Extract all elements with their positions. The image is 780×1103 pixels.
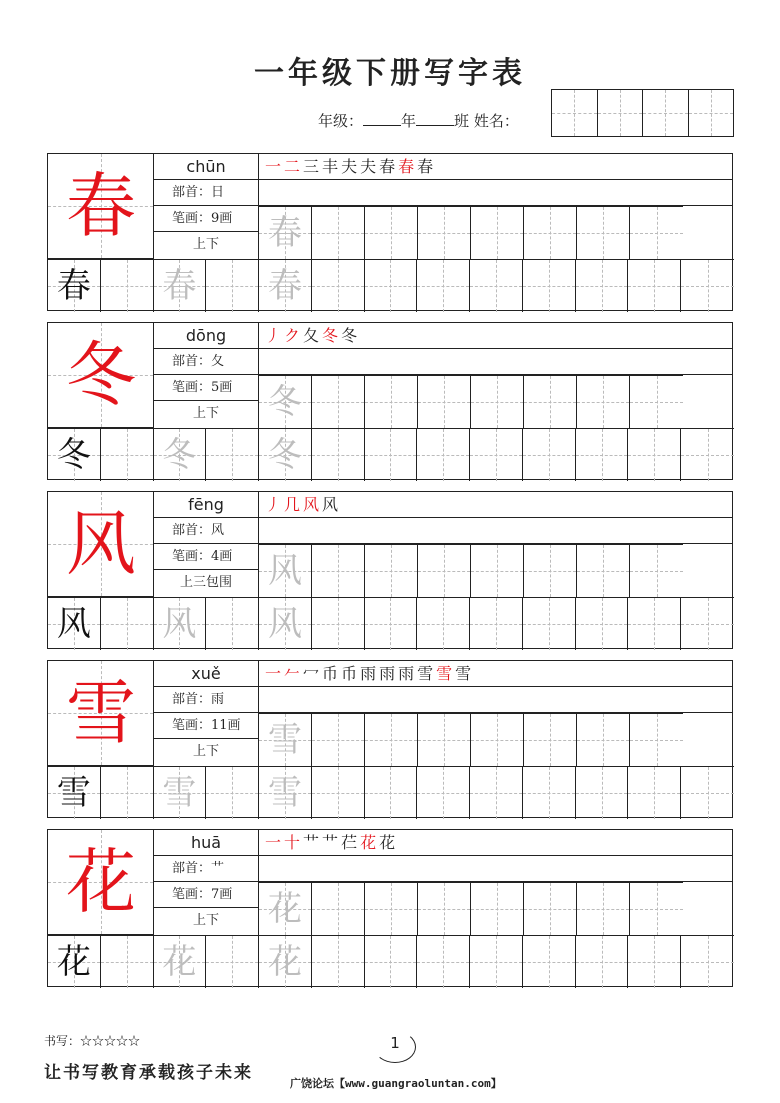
stroke-step: 三 (303, 157, 323, 176)
writing-cell[interactable] (48, 767, 101, 819)
writing-cell[interactable] (101, 429, 154, 481)
class-blank[interactable] (416, 111, 454, 126)
writing-cell[interactable] (154, 598, 207, 650)
writing-cell[interactable] (523, 429, 576, 481)
writing-cell[interactable] (206, 429, 259, 481)
writing-cell[interactable] (681, 767, 734, 819)
name-label: 姓名： (473, 112, 519, 130)
writing-cell[interactable] (101, 936, 154, 988)
writing-grid (259, 206, 683, 260)
stroke-order (259, 154, 732, 180)
page-title: 一年级下册写字表 (254, 56, 526, 91)
writing-cell[interactable] (418, 883, 471, 935)
model-character: 冬 (66, 334, 136, 416)
stroke-practice-row[interactable] (259, 180, 732, 206)
writing-cell[interactable] (206, 260, 259, 312)
stroke-practice-row[interactable] (259, 856, 732, 882)
stroke-step: 雨 (360, 664, 380, 683)
character-card (47, 829, 733, 987)
writing-cell[interactable] (681, 260, 734, 312)
name-box[interactable] (552, 90, 598, 136)
student-info-line (318, 110, 519, 131)
stroke-step: 花 (360, 833, 380, 852)
trace-character: 春 (267, 266, 302, 306)
writing-cell[interactable] (577, 714, 630, 766)
model-character: 春 (66, 165, 136, 247)
writing-cell[interactable] (471, 883, 524, 935)
writing-cell[interactable] (312, 207, 365, 259)
character-meta (154, 661, 259, 766)
stroke-step: 艹 (303, 833, 323, 852)
writing-cell[interactable] (101, 260, 154, 312)
writing-cell[interactable] (418, 207, 471, 259)
trace-character: 雪 (268, 720, 302, 760)
writing-cell[interactable] (48, 260, 101, 312)
writing-cell[interactable] (577, 376, 630, 428)
stroke-order (259, 323, 732, 349)
writing-cell[interactable] (312, 767, 365, 819)
stroke-step: 风 (322, 495, 342, 514)
writing-cell[interactable] (630, 207, 683, 259)
radical-label: 部首：日 (154, 180, 258, 206)
character-meta (154, 154, 259, 259)
writing-cell[interactable] (630, 376, 683, 428)
trace-character: 花 (267, 942, 302, 982)
writing-cell[interactable] (630, 714, 683, 766)
stroke-order (259, 830, 732, 856)
writing-cell[interactable] (418, 376, 471, 428)
stroke-step: ク (284, 326, 304, 345)
structure-label: 上下 (192, 913, 219, 928)
stroke-step: 雪 (455, 664, 475, 683)
writing-cell[interactable] (101, 598, 154, 650)
site-credit: 广饶论坛【www.guangraoluntan.com】 (290, 1077, 502, 1090)
writing-cell[interactable] (524, 714, 577, 766)
writing-cell[interactable] (48, 936, 101, 988)
writing-grid (48, 597, 734, 650)
writing-cell[interactable] (312, 883, 365, 935)
stroke-step: 十 (284, 833, 304, 852)
stroke-step: 𠂉 (284, 664, 304, 683)
model-character-box (48, 661, 154, 766)
trace-character: 冬 (267, 435, 302, 475)
name-box[interactable] (598, 90, 644, 136)
trace-character: 雪 (162, 773, 197, 813)
writing-cell[interactable] (576, 429, 629, 481)
writing-cell[interactable] (312, 936, 365, 988)
model-character-box (48, 492, 154, 597)
stroke-step: 雪 (417, 664, 437, 683)
trace-character: 春 (162, 266, 197, 306)
stroke-step: 雪 (436, 664, 456, 683)
writing-cell[interactable] (259, 883, 312, 935)
structure-label: 上下 (192, 744, 219, 759)
writing-rating: 书写：☆☆☆☆☆ (44, 1034, 141, 1048)
writing-cell[interactable] (365, 376, 418, 428)
writing-cell[interactable] (259, 260, 312, 312)
writing-cell[interactable] (312, 429, 365, 481)
writing-cell[interactable] (628, 936, 681, 988)
writing-grid (48, 935, 734, 988)
stroke-step: 芢 (341, 833, 361, 852)
writing-grid (259, 375, 683, 429)
writing-cell[interactable] (365, 598, 418, 650)
model-character-box (48, 154, 154, 259)
trace-character: 风 (267, 604, 302, 644)
example-character: 风 (56, 604, 91, 644)
writing-cell[interactable] (259, 767, 312, 819)
writing-cell[interactable] (365, 767, 418, 819)
stroke-step: 夫 (341, 157, 361, 176)
stroke-step: 一 (265, 157, 285, 176)
stroke-count-label: 笔画：7画 (154, 882, 258, 908)
stroke-step: 冬 (322, 326, 342, 345)
trace-character: 花 (268, 889, 302, 929)
writing-cell[interactable] (577, 207, 630, 259)
writing-cell[interactable] (259, 207, 312, 259)
year-label: 年 (401, 112, 417, 130)
writing-cell[interactable] (630, 545, 683, 597)
writing-cell[interactable] (259, 936, 312, 988)
grade-blank[interactable] (363, 111, 401, 126)
writing-cell[interactable] (524, 883, 577, 935)
stroke-count-label: 笔画：5画 (154, 375, 258, 401)
stroke-step: 夫 (360, 157, 380, 176)
character-card (47, 491, 733, 649)
model-character-box (48, 323, 154, 428)
writing-cell[interactable] (577, 883, 630, 935)
example-character: 花 (56, 942, 91, 982)
writing-cell[interactable] (524, 376, 577, 428)
radical-label: 部首：风 (154, 518, 258, 544)
stroke-step: 一 (265, 664, 285, 683)
writing-cell[interactable] (312, 376, 365, 428)
character-card (47, 660, 733, 818)
writing-grid (259, 544, 683, 598)
pinyin: xuě (154, 661, 258, 687)
writing-cell[interactable] (523, 260, 576, 312)
writing-cell[interactable] (154, 767, 207, 819)
writing-grid (48, 428, 734, 481)
writing-cell[interactable] (206, 598, 259, 650)
writing-cell[interactable] (681, 936, 734, 988)
character-meta (154, 323, 259, 428)
model-character: 花 (66, 841, 136, 923)
writing-cell[interactable] (471, 376, 524, 428)
writing-cell[interactable] (417, 429, 470, 481)
writing-cell[interactable] (365, 883, 418, 935)
stroke-step: 丿 (265, 326, 285, 345)
writing-cell[interactable] (628, 767, 681, 819)
trace-character: 冬 (268, 382, 302, 422)
writing-cell[interactable] (417, 260, 470, 312)
writing-cell[interactable] (365, 545, 418, 597)
pinyin: chūn (154, 154, 258, 180)
writing-cell[interactable] (312, 714, 365, 766)
stroke-step: 币 (322, 664, 342, 683)
stroke-practice-row[interactable] (259, 687, 732, 713)
stroke-step: 丰 (322, 157, 342, 176)
writing-grid (259, 713, 683, 767)
structure-label: 上下 (192, 406, 219, 421)
stroke-step: 春 (417, 157, 437, 176)
writing-cell[interactable] (48, 429, 101, 481)
stroke-order (259, 492, 732, 518)
example-character: 冬 (56, 435, 91, 475)
writing-cell[interactable] (365, 260, 418, 312)
radical-label: 部首：艹 (154, 856, 258, 882)
writing-grid (259, 882, 683, 936)
model-character: 风 (66, 503, 136, 585)
grade-label: 年级： (318, 112, 364, 130)
writing-cell[interactable] (524, 207, 577, 259)
writing-cell[interactable] (628, 429, 681, 481)
pinyin: huā (154, 830, 258, 856)
radical-label: 部首：夂 (154, 349, 258, 375)
writing-cell[interactable] (259, 598, 312, 650)
writing-cell[interactable] (523, 936, 576, 988)
writing-cell[interactable] (471, 545, 524, 597)
stroke-count-label: 笔画：9画 (154, 206, 258, 232)
stroke-step: 雨 (379, 664, 399, 683)
pinyin: fēng (154, 492, 258, 518)
stroke-order (259, 661, 732, 687)
stroke-step: 二 (284, 157, 304, 176)
writing-cell[interactable] (681, 598, 734, 650)
writing-cell[interactable] (312, 598, 365, 650)
writing-cell[interactable] (577, 545, 630, 597)
writing-cell[interactable] (628, 260, 681, 312)
writing-cell[interactable] (470, 598, 523, 650)
stroke-step: 几 (284, 495, 304, 514)
writing-cell[interactable] (576, 767, 629, 819)
example-character: 春 (56, 266, 91, 306)
writing-cell[interactable] (259, 545, 312, 597)
structure-label: 上下 (192, 237, 219, 252)
trace-character: 雪 (267, 773, 302, 813)
writing-cell[interactable] (101, 767, 154, 819)
writing-cell[interactable] (259, 376, 312, 428)
character-meta (154, 492, 259, 597)
writing-cell[interactable] (365, 714, 418, 766)
name-box[interactable] (689, 90, 734, 136)
character-card (47, 322, 733, 480)
trace-character: 冬 (162, 435, 197, 475)
writing-cell[interactable] (418, 714, 471, 766)
stroke-step: 花 (379, 833, 399, 852)
writing-cell[interactable] (630, 883, 683, 935)
writing-cell[interactable] (523, 598, 576, 650)
trace-character: 风 (268, 551, 302, 591)
writing-cell[interactable] (259, 714, 312, 766)
stroke-step: 丿 (265, 495, 285, 514)
writing-cell[interactable] (312, 260, 365, 312)
writing-cell[interactable] (417, 936, 470, 988)
writing-cell[interactable] (418, 545, 471, 597)
stroke-practice-row[interactable] (259, 518, 732, 544)
writing-cell[interactable] (154, 260, 207, 312)
stroke-step: 春 (379, 157, 399, 176)
radical-label: 部首：雨 (154, 687, 258, 713)
writing-cell[interactable] (470, 767, 523, 819)
writing-cell[interactable] (48, 598, 101, 650)
name-box[interactable] (643, 90, 689, 136)
writing-cell[interactable] (471, 207, 524, 259)
writing-cell[interactable] (365, 429, 418, 481)
stroke-practice-row[interactable] (259, 349, 732, 375)
writing-cell[interactable] (470, 260, 523, 312)
stroke-step: 雨 (398, 664, 418, 683)
writing-cell[interactable] (523, 767, 576, 819)
writing-cell[interactable] (576, 260, 629, 312)
writing-cell[interactable] (524, 545, 577, 597)
class-label: 班 (454, 112, 470, 130)
writing-grid (48, 766, 734, 819)
writing-cell[interactable] (417, 598, 470, 650)
example-character: 雪 (56, 773, 91, 813)
stroke-step: 冬 (341, 326, 361, 345)
writing-cell[interactable] (365, 207, 418, 259)
stroke-step: 一 (265, 833, 285, 852)
pinyin: dōng (154, 323, 258, 349)
trace-character: 风 (162, 604, 197, 644)
stroke-count-label: 笔画：11画 (154, 713, 258, 739)
writing-cell[interactable] (312, 545, 365, 597)
writing-cell[interactable] (154, 429, 207, 481)
writing-cell[interactable] (470, 936, 523, 988)
trace-character: 花 (162, 942, 197, 982)
stroke-count-label: 笔画：4画 (154, 544, 258, 570)
model-character: 雪 (66, 672, 136, 754)
writing-cell[interactable] (471, 714, 524, 766)
structure-label: 上三包围 (179, 575, 232, 590)
writing-cell[interactable] (206, 936, 259, 988)
writing-cell[interactable] (365, 936, 418, 988)
writing-grid (48, 259, 734, 312)
character-meta (154, 830, 259, 935)
writing-cell[interactable] (576, 598, 629, 650)
page-number: 1 (390, 1034, 400, 1052)
model-character-box (48, 830, 154, 935)
writing-cell[interactable] (154, 936, 207, 988)
stroke-step: 艹 (322, 833, 342, 852)
writing-cell[interactable] (628, 598, 681, 650)
character-card (47, 153, 733, 311)
writing-cell[interactable] (576, 936, 629, 988)
writing-cell[interactable] (681, 429, 734, 481)
writing-cell[interactable] (470, 429, 523, 481)
stroke-step: 冖 (303, 664, 323, 683)
writing-cell[interactable] (259, 429, 312, 481)
writing-cell[interactable] (206, 767, 259, 819)
stroke-step: 春 (398, 157, 418, 176)
writing-cell[interactable] (417, 767, 470, 819)
stroke-step: 币 (341, 664, 361, 683)
stroke-step: 夂 (303, 326, 323, 345)
trace-character: 春 (268, 213, 302, 253)
slogan: 让书写教育承载孩子未来 (44, 1063, 253, 1083)
stroke-step: 风 (303, 495, 323, 514)
name-writing-boxes[interactable] (551, 89, 734, 137)
